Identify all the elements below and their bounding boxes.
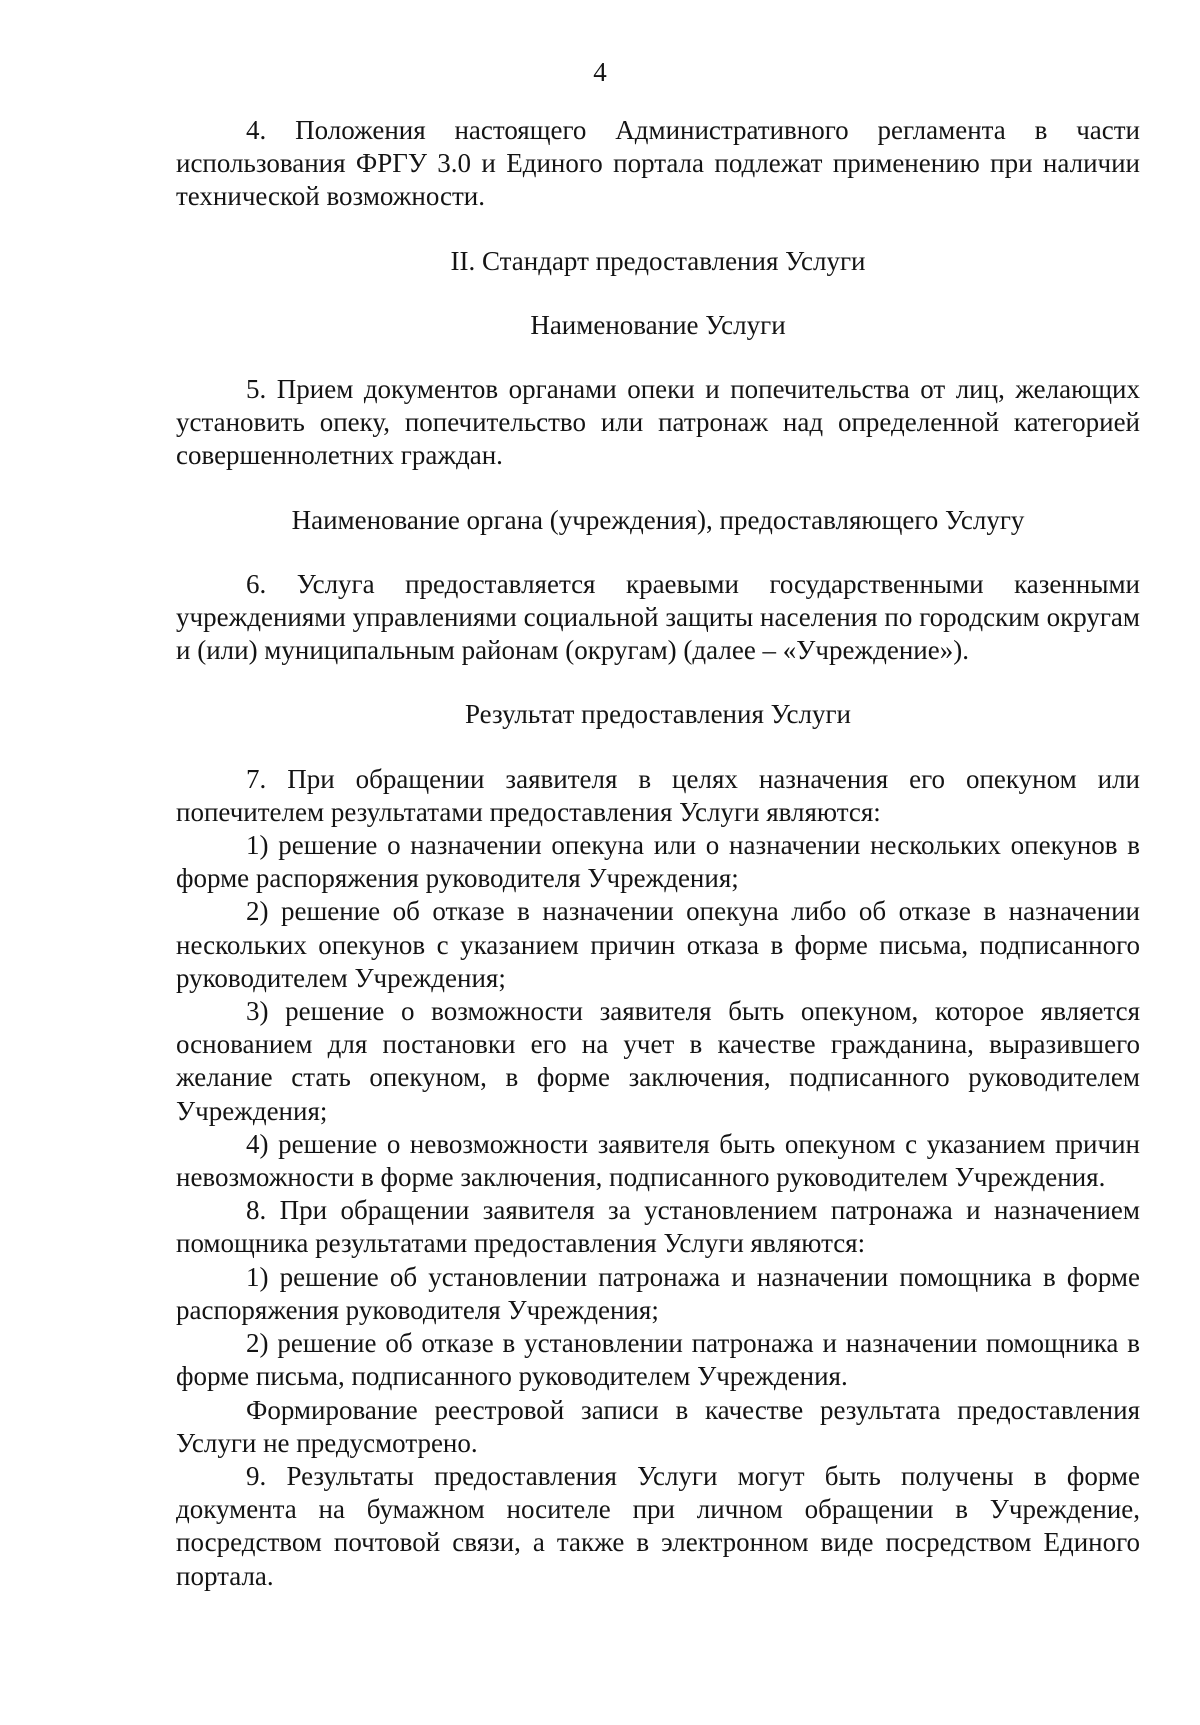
section-heading-standard: II. Стандарт предоставления Услуги xyxy=(450,245,866,276)
subheading-provider: Наименование органа (учреждения), предоставляющего Услугу xyxy=(291,504,1025,535)
paragraph-7-item-1: 1) решение о назначении опекуна или о назначении нескольких опекунов в форме распоряжения руководителя Учреждения; xyxy=(176,830,1140,894)
paragraph-6: 6. Услуга предоставляется краевыми государственными казенными учреждениями управлениями социальной защиты населения по городским округам и (или) муниципальным районам (округам) (далее – «Учреждение»). xyxy=(176,568,1140,666)
document-body xyxy=(176,114,1140,1593)
paragraph-8-item-2: 2) решение об отказе в установлении патронажа и назначении помощника в форме письма, подписанного руководителем Учреждения. xyxy=(176,1328,1140,1392)
paragraph-7-item-2: 2) решение об отказе в назначении опекуна либо об отказе в назначении нескольких опекунов с указанием причин отказа в форме письма, подписанного руководителем Учреждения; xyxy=(176,896,1140,993)
page-number: 4 xyxy=(593,57,607,87)
paragraph-7: 7. При обращении заявителя в целях назначения его опекуном или попечителем результатами предоставления Услуги являются: xyxy=(176,763,1140,827)
paragraph-9: 9. Результаты предоставления Услуги могут быть получены в форме документа на бумажном носителе при личном обращении в Учреждение, посредством почтовой связи, а также в электронном виде посредством Единого портала. xyxy=(176,1460,1140,1591)
paragraph-8: 8. При обращении заявителя за установлением патронажа и назначением помощника результатами предоставления Услуги являются: xyxy=(176,1195,1140,1259)
paragraph-7-item-3: 3) решение о возможности заявителя быть опекуном, которое является основанием для постановки его на учет в качестве гражданина, выразившего желание стать опекуном, в форме заключения, подписанного руководителем Учреждения; xyxy=(176,996,1140,1126)
paragraph-5: 5. Прием документов органами опеки и попечительства от лиц, желающих установить опеку, попечительство или патронаж над определенной категорией совершеннолетних граждан. xyxy=(176,374,1140,471)
paragraph-4: 4. Положения настоящего Административного регламента в части использования ФРГУ 3.0 и Единого портала подлежат применению при наличии технической возможности. xyxy=(176,115,1140,212)
paragraph-7-item-4: 4) решение о невозможности заявителя быть опекуном с указанием причин невозможности в форме заключения, подписанного руководителем Учреждения. xyxy=(176,1128,1140,1193)
subheading-service-name: Наименование Услуги xyxy=(530,309,786,340)
paragraph-8-item-1: 1) решение об установлении патронажа и назначении помощника в форме распоряжения руководителя Учреждения; xyxy=(176,1261,1140,1325)
subheading-result: Результат предоставления Услуги xyxy=(465,699,851,730)
paragraph-8-note: Формирование реестровой записи в качестве результата предоставления Услуги не предусмотрено. xyxy=(176,1394,1140,1458)
